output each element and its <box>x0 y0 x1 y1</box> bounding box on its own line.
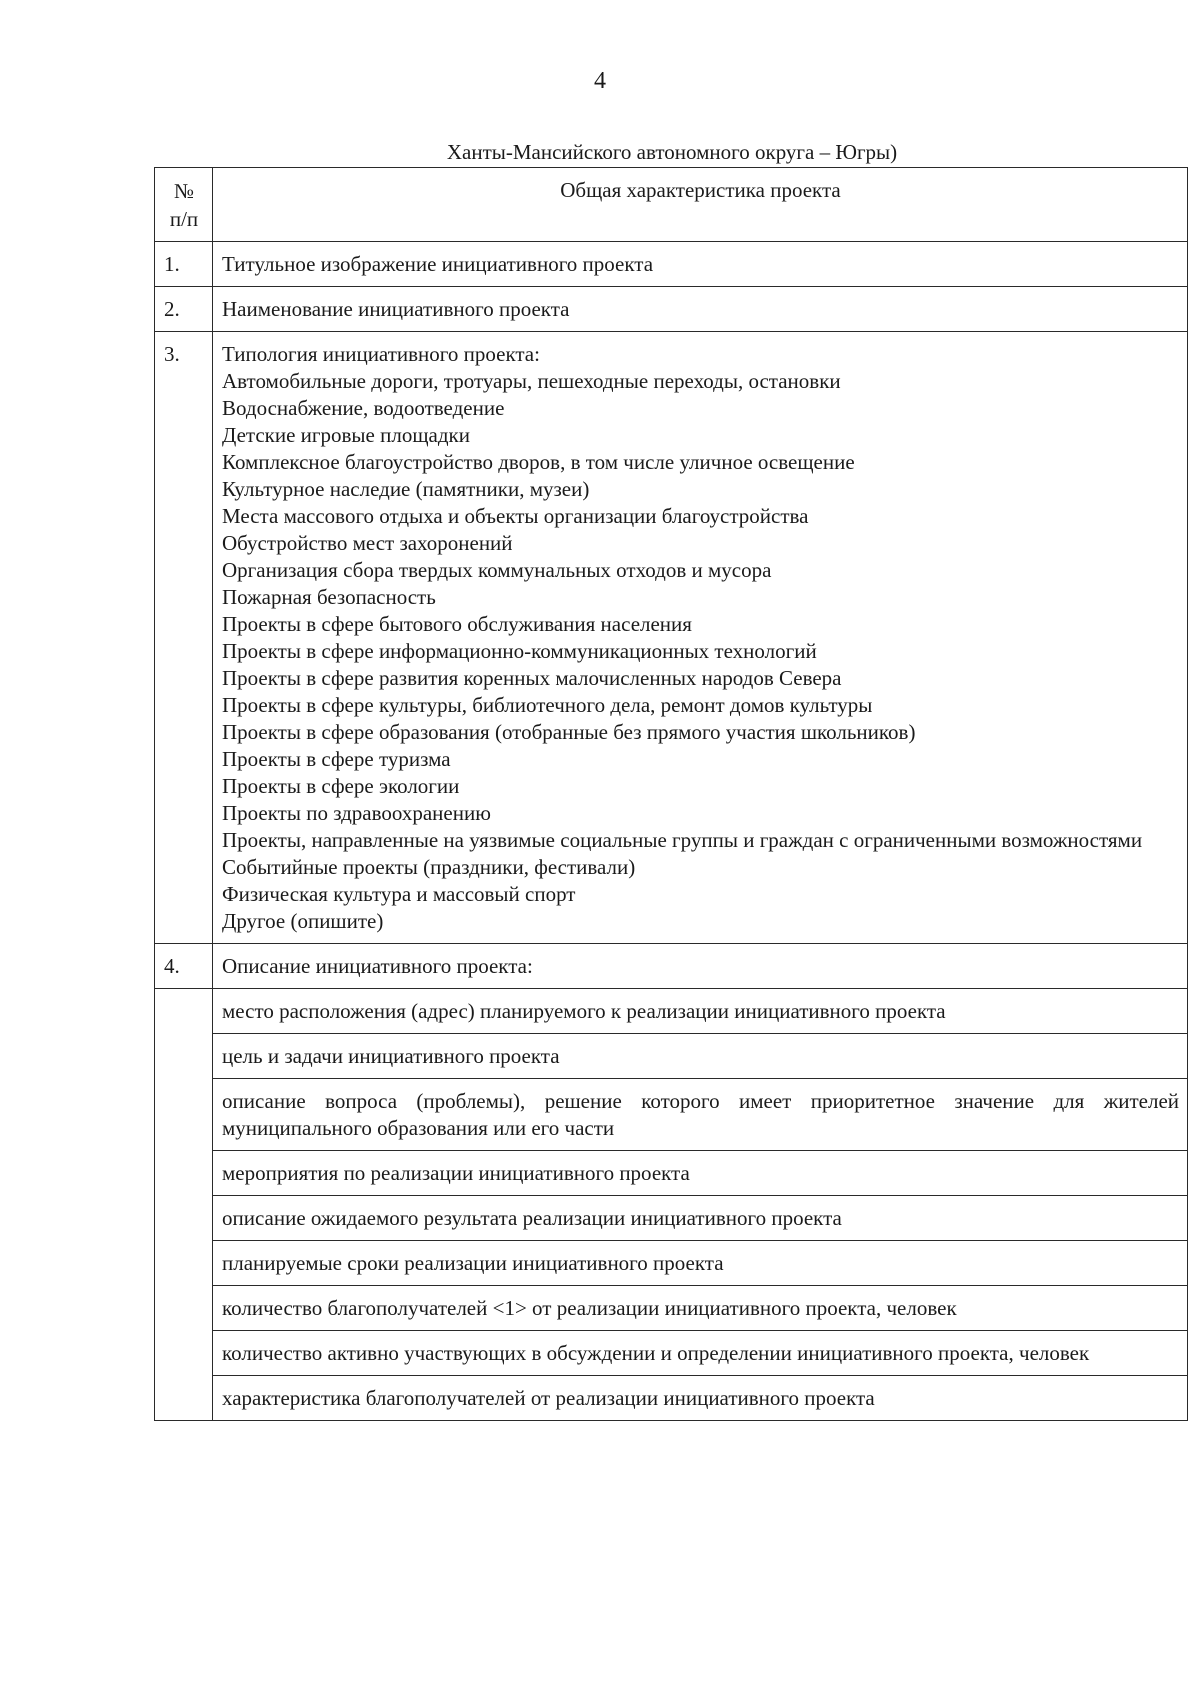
typology-item: Проекты в сфере развития коренных малочисленных народов Севера <box>222 666 842 690</box>
typology-item: Обустройство мест захоронений <box>222 531 513 555</box>
row-text: Наименование инициативного проекта <box>213 287 1188 332</box>
description-item-row <box>155 1241 1188 1286</box>
description-item-row <box>155 1034 1188 1079</box>
typology-item: Комплексное благоустройство дворов, в том числе уличное освещение <box>222 450 855 474</box>
description-item-row <box>155 989 1188 1034</box>
typology-cell <box>213 332 1188 944</box>
table-row <box>155 287 1188 332</box>
typology-row <box>155 332 1188 944</box>
description-item: описание ожидаемого результата реализации инициативного проекта <box>213 1196 1188 1241</box>
description-item-row <box>155 1079 1188 1151</box>
description-item: характеристика благополучателей от реализации инициативного проекта <box>213 1376 1188 1421</box>
typology-item: Пожарная безопасность <box>222 585 436 609</box>
row-number: 1. <box>155 242 213 287</box>
row-text: Титульное изображение инициативного проекта <box>213 242 1188 287</box>
typology-item: Детские игровые площадки <box>222 423 470 447</box>
description-item: мероприятия по реализации инициативного проекта <box>213 1151 1188 1196</box>
typology-item: Событийные проекты (праздники, фестивали) <box>222 855 636 879</box>
empty-number-cell <box>155 989 213 1421</box>
description-item: планируемые сроки реализации инициативного проекта <box>213 1241 1188 1286</box>
typology-title: Типология инициативного проекта: <box>222 342 540 366</box>
row-number: 2. <box>155 287 213 332</box>
typology-item: Физическая культура и массовый спорт <box>222 882 576 906</box>
typology-item: Проекты в сфере экологии <box>222 774 460 798</box>
typology-item: Проекты в сфере туризма <box>222 747 451 771</box>
description-item: количество благополучателей <1> от реализации инициативного проекта, человек <box>213 1286 1188 1331</box>
description-title: Описание инициативного проекта: <box>213 944 1188 989</box>
row-number: 3. <box>155 332 213 944</box>
header-num-symbol: № <box>173 179 195 203</box>
typology-item: Проекты в сфере культуры, библиотечного дела, ремонт домов культуры <box>222 693 873 717</box>
description-item-row <box>155 1196 1188 1241</box>
description-item-row <box>155 1151 1188 1196</box>
typology-item: Проекты по здравоохранению <box>222 801 491 825</box>
description-item: цель и задачи инициативного проекта <box>213 1034 1188 1079</box>
typology-item: Проекты в сфере бытового обслуживания населения <box>222 612 692 636</box>
description-item-row <box>155 1331 1188 1376</box>
page-number: 4 <box>594 68 606 94</box>
typology-item: Водоснабжение, водоотведение <box>222 396 505 420</box>
table-header-row <box>155 168 1188 242</box>
description-item: место расположения (адрес) планируемого к реализации инициативного проекта <box>213 989 1188 1034</box>
description-row <box>155 944 1188 989</box>
typology-item: Проекты в сфере образования (отобранные без прямого участия школьников) <box>222 720 916 744</box>
description-item: описание вопроса (проблемы), решение которого имеет приоритетное значение для жителей муниципального образования или его части <box>213 1079 1188 1151</box>
typology-item: Проекты, направленные на уязвимые социальные группы и граждан с ограниченными возможностями <box>222 828 1143 852</box>
header-num-cell <box>155 168 213 242</box>
description-item-row <box>155 1376 1188 1421</box>
typology-item: Проекты в сфере информационно-коммуникационных технологий <box>222 639 817 663</box>
header-title-cell: Общая характеристика проекта <box>213 168 1188 242</box>
typology-list <box>222 368 1179 935</box>
typology-item: Культурное наследие (памятники, музеи) <box>222 477 590 501</box>
typology-item: Места массового отдыха и объекты организации благоустройства <box>222 504 809 528</box>
continuation-heading: Ханты-Мансийского автономного округа – Югры) <box>446 140 898 164</box>
header-num-abbrev: п/п <box>169 207 199 231</box>
row-number: 4. <box>155 944 213 989</box>
typology-item: Организация сбора твердых коммунальных отходов и мусора <box>222 558 772 582</box>
description-item: количество активно участвующих в обсуждении и определении инициативного проекта, человек <box>213 1331 1188 1376</box>
project-characteristics-table <box>154 167 1188 1421</box>
description-item-row <box>155 1286 1188 1331</box>
table-row <box>155 242 1188 287</box>
typology-item: Другое (опишите) <box>222 909 384 933</box>
typology-item: Автомобильные дороги, тротуары, пешеходные переходы, остановки <box>222 369 841 393</box>
